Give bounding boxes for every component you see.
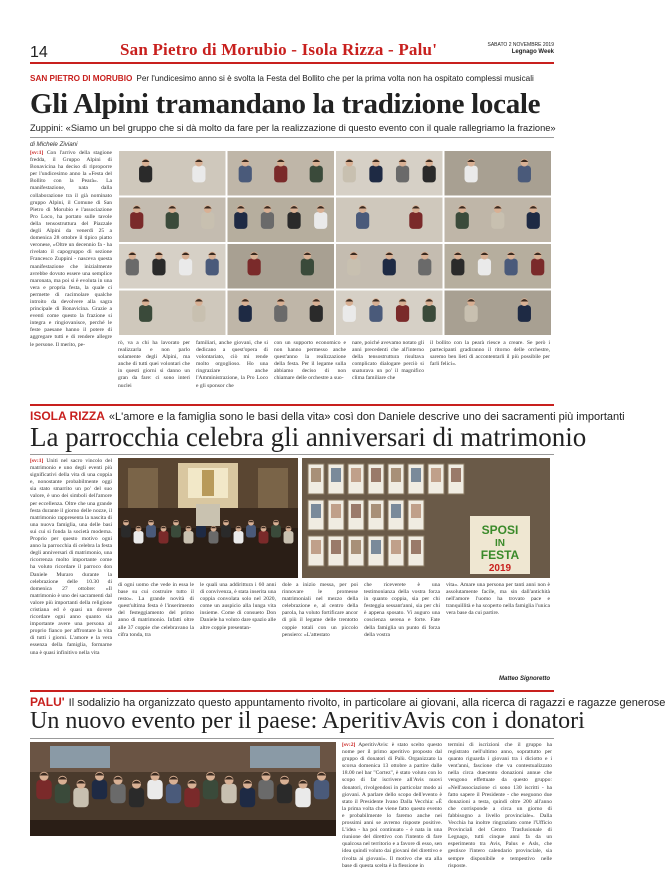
article3-column-1: [sv:2] AperitivAvis: è stato scelto questo nome per il primo aperitivo proposto dal gruppo di donatori di Palù. Organizzato la scorsa domenica 13 ottobre a partire dalle 18.00 nel bar "Cortez", è stato voluto con lo scopo di far iscrivere all'Avis nuovi donatori, rivolgendosi in particolar modo ai giovani. A parlare dello scopo dell'evento è stato il Presidente Ivano Dalla Vecchia: «È la prima volta che viene fatto questo evento e probabilmente lo faremo anche nei prossimi anni se avremo risposte positive. L'idea - ha poi continuato - è nata in una riunione del direttivo con l'intento di fare qualcosa nel territorio e a favore di esso, sen idea quindi voluto dai giovani del direttivo e rivolta ai giovani». Il motivo che sta alla base di questa scelta è la flessione in [342,742,442,869]
section-divider-1 [30,404,554,406]
article1-headline: Gli Alpini tramandano la tradizione locale [30,88,541,120]
banner-year: 2019 [488,563,512,574]
article2-headline: La parrocchia celebra gli anniversari di matrimonio [30,422,587,452]
article1-column-3: familiari, anche giovani, che si dedicano a quest'opera di volontariato, ciò mi rende molto orgoglioso. Ho una ringraziare anche l'Amministrazione, la Pro Loco e gli sponsor che [196,340,268,389]
article1-kicker-text: Per l'undicesimo anno si è svolta la Festa del Bollito che per la prima volta non ha ospitato complessi musicali [136,74,534,83]
article1-byline: di Michele Ziviani [30,141,78,148]
article2-column-1: [sv:1] Uniti nel sacro vincolo del matrimonio e uno degli eventi più significativi della vita di una coppia e, nonostante probabilmente oggi sia stato smarrito un po' del suo valore, è uno dei simboli dell'amore per eccellenza. Oltre che una grande festa durante il giorno delle nozze, il matrimonio rappresenta la nascita di una nuova famiglia, una delle basi sui cui si fonda la società moderna. Proprio per questo motivo ogni anno la parrocchia di celebra la festa degli anniversari di matrimonio, una ricorrenza molto importante come ha voluto ricordare il parroco don Daniele Murarо durante la celebrazione delle 10.30 di domenica 27 ottobre: «Il matrimonio è uno dei sacramenti dal valore più importanti della religione cristiana ed è quasi un dovere ricordare ogni anno quanto sia importante avere una persona al proprio fianco per affrontare la vita di tutti i giorni. L'amore e la vera essenza della famiglia, formarne una è quasi infinitivo nella vita [30,458,112,656]
article3-kicker [30,695,665,709]
section-title: San Pietro di Morubio - Isola Rizza - Palu' [120,40,438,59]
header-meta [487,42,554,56]
article1-column-1: [sv:1] Con l'arrivo della stagione fredda, il Gruppo Alpini di Bonavicina ha deciso di riproporre per l'undicesimo anno la «Festa del Bollito con la Pearà». La manifestazione, nata dalla collaborazione tra il già nominato gruppo Alpini, il Comune di San Pietro di Morubio e l'associazione Pro Loco, ha portato sulle tavole della tensostruttura del Piazzale degli Alpini da venerdì 25 a domenica 28 ottobre il tipico piatto veronese, «Oltre un decennio fa - ha rivelato il capogruppo di sezione Francesco Zuppini - nasceva questa manifestazione che inizialmente avrebbe dovuto essere una semplice maronata, ma poi si è evoluta in una vera e propria festa, la quale ci permette di racimolare qualche introito da devolvere alla sagra principale di Bonavicina. Grazie a eventi come questo la frazione si integra e ringiovanisce, perché le feste paesane hanno il potere di aggregare tutti e di rendere allegre le persone. Il merito, pe- [30,150,112,348]
article2-kicker-text: «L'amore e la famiglia sono le basi della vita» così don Daniele descrive uno dei sacramenti più importanti [108,411,625,423]
article2-column-6: vita». Amare una persona per tanti anni non è assolutamente facile, ma sin dall'antichità nell'amore l'uomo ha trovato pace e tranquillità e ha scoperto nella famiglia l'unica vera base da cui partire. [446,582,550,617]
article1-photo-collage [118,150,552,336]
article1-kicker [30,74,534,83]
article3-headline: Un nuovo evento per il paese: AperitivAvis con i donatori [30,708,585,734]
article1-divider [30,137,554,138]
banner-in: IN [495,538,505,549]
article1-column-6: il bollito con la pearà riesce a creare. Se però i partecipanti gradiranno il ritorno delle orchestre, saremo ben lieti di accontentarli il più possibile per farli felici». [430,340,550,368]
article3-divider [30,738,554,739]
article1-column-4: con un supporto economico e non hanno permesso anche quest'anno la realizzazione della festa. Per il legame sulla abbiamo deciso di non chiamare delle orchestre a suo- [274,340,346,382]
sposi-in-festa-photo [302,458,550,578]
article2-kicker [30,409,625,423]
page-header [30,40,554,64]
article3-kicker-text: Il sodalizio ha organizzato questo appuntamento rivolto, in particolare ai giovani, alla ricerca di ragazzi e ragazze generose [68,697,665,709]
article3-column-2: termini di iscrizioni che il gruppo ha registrato nell'ultimo anno, soprattutto per quanto riguarda i giovani tra i diciotto e i vent'anni, fascione che va contestualizzato nella circa duecento donazioni annue che vengono effettuate da questo gruppo: «Nell'associazione ci sono 130 iscritti - ha fatto sapere il Presidente - che eseguono due donazioni a testa, quindi oltre 200 all'anno che corrisponde a circa un giorno di fabbisogno a livello provinciale». Dalla Vecchia ha inoltre ringraziato come l'Ufficio Provinciali del Centro Trasfusionale di Legnago, tutti cinque anni fa da un esperimento tra Avis, Palus e Asls, che gestisce l'intero calendario provinciale, sia sempre disponibile e tempestivo nelle risposte. [448,742,552,869]
article1-subheadline: Zuppini: «Siamo un bel gruppo che si dà molto da fare per la realizzazione di questo evento con il quale rallegriamo la frazione» [30,123,556,133]
article1-place: SAN PIETRO DI MORUBIO [30,74,133,83]
article2-column-3: le quali una addirittura i 60 anni di convivenza, è stata inserita una coppia convolata solo nel 2020, come un auspicio alla lunga vita insieme. Come di consueto Don Daniele ha voluto dare spazio alle altre coppie presentan- [200,582,276,631]
article2-signature: Matteo Signoretto [499,676,550,682]
article2-column-5: che riceverete è una testimonianza della vostra forza in quanto coppia, sia per chi festeggia sessant'anni, sia per chi è appena sposato. Vi auguro una coscienza serena e forte. Fate della famiglia un punto di forza della vostra [364,582,440,638]
article1-column-2: rò, va a chi ha lavorato per realizzarla e non parlo solamente degli Alpini, ma anche di tutti quei volontari che in questi giorni si danno un gran da fare: ci sono interi nuclei [118,340,190,389]
article1-column-5: nare, poiché avevamo notato gli anni precedenti che all'interno della tensostruttura risultava complicato dialogare perciò si snaturava un po' il magnifico clima familiare che [352,340,424,382]
page-number: 14 [30,44,48,61]
avis-group-photo [30,742,336,836]
church-interior-photo [118,458,298,578]
article2-divider [30,454,554,455]
section-divider-2 [30,690,554,692]
article2-column-2: di ogni uomo che vede in essa le base su cui costruire tutto il resto». La grande novità di quest'ultima festa è l'inserimento del festeggiamento del primo anno di matrimonio. Infatti oltre alle 37 coppie che celebravano la cifra tonda, tra [118,582,194,638]
publication-name: Legnago Week [511,49,554,55]
banner-festa: FESTA [480,548,520,562]
banner-sposi: SPOSI [481,523,519,537]
article3-place: PALU' [30,695,65,709]
article2-place: ISOLA RIZZA [30,409,105,423]
article2-column-4: dole a inizio messa, per poi rinnovare le promesse matrimoniali nel mezzo della celebrazione e, al centro della parola, ha voluto fortificare ancor di più il legame delle trentotto coppie totali con un piccolo pensiero: «L'attestato [282,582,358,638]
issue-date: SABATO 2 NOVEMBRE 2019 [487,42,554,48]
